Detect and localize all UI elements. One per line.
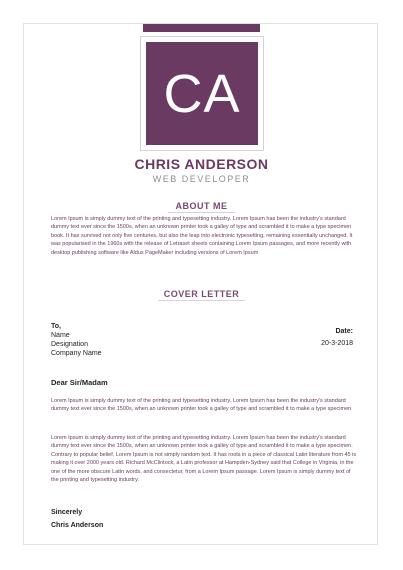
about-text: Lorem Ipsum is simply dummy text of the printing and typesetting industry. Lorem Ipsum has been the industry's standard dummy text ever since the 1500s, when an unknown printer took a galley of type and scrambled it to make a type specimen book. It has survived not only five centuries, but also the leap into electronic typesetting, remaining essentially unchanged. It was popularised in the 1960s with the release of Letraset sheets containing Lorem Ipsum passages, and more recently with desktop publishing software like Aldus PageMaker including versions of Lorem Ipsum	[51, 216, 353, 256]
date-block	[321, 328, 353, 347]
cover-letter-heading: COVER LETTER	[163, 289, 240, 299]
cover-letter-divider	[158, 300, 245, 301]
letter-paragraph-1: Lorem Ipsum is simply dummy text of the printing and typesetting industry. Lorem Ipsum has been the industry's standard dummy text ever since the 1500s, when an unknown printer took a galley of type and scrambled it to make a type specimen	[51, 398, 352, 413]
avatar	[146, 42, 258, 145]
recipient-name: Name	[51, 332, 70, 339]
to-label: To,	[51, 323, 61, 330]
person-role: WEB DEVELOPER	[152, 174, 251, 184]
recipient-company: Company Name	[51, 350, 102, 357]
about-heading: ABOUT ME	[175, 201, 228, 211]
about-divider	[168, 212, 235, 213]
signer-name: Chris Anderson	[51, 522, 104, 529]
date-label: Date:	[335, 328, 353, 335]
closing: Sincerely	[51, 509, 83, 516]
header-accent-bar	[143, 24, 260, 32]
date-value: 20-3-2018	[321, 340, 353, 347]
person-name: CHRIS ANDERSON	[134, 156, 269, 172]
recipient-block	[51, 322, 102, 358]
avatar-initials: CA	[163, 63, 241, 124]
letter-paragraph-2: Lorem Ipsum is simply dummy text of the printing and typesetting industry. Lorem Ipsum has been the industry's standard dummy text ever since the 1500s, when an unknown printer took a galley of type and scrambled it to make a type specimen. Contrary to popular belief, Lorem Ipsum is not simply random text. It has roots in a piece of classical Latin literature from 45 is making it over 2000 years old. Richard McClintock, a Latin professor at Hampden-Sydney said that College in Virginia, in the one of the more obscure Latin words, and consectetur, from a Lorem Ipsum passage. Lorem Ipsum is simply dummy text of the printing and typesetting industry.	[51, 435, 357, 484]
salutation: Dear Sir/Madam	[51, 378, 108, 387]
recipient-designation: Designation	[51, 341, 88, 348]
